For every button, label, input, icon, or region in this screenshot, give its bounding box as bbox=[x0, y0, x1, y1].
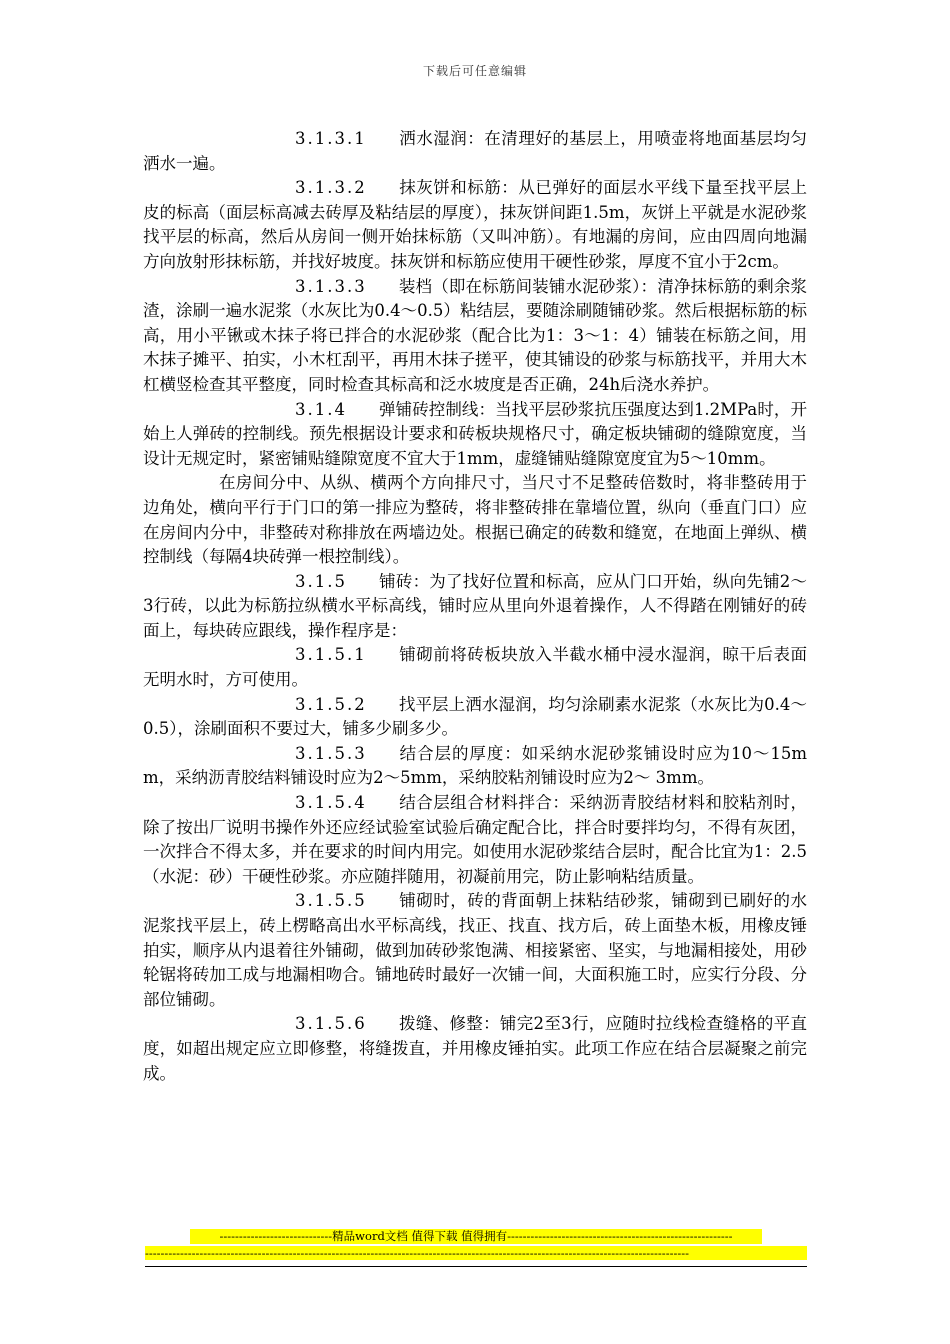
footer-rule bbox=[145, 1266, 807, 1267]
footer-dashes: -------------------------------------------------------------------------------------------------------------------------------------------- bbox=[145, 1246, 807, 1260]
section-number: 3.1.5.5 bbox=[295, 891, 367, 911]
section-number: 3.1.3.3 bbox=[295, 276, 367, 296]
paragraph bbox=[143, 742, 807, 791]
paragraph bbox=[143, 176, 807, 274]
page-footer bbox=[145, 1229, 807, 1267]
section-number: 3.1.5.6 bbox=[295, 1014, 367, 1034]
paragraph-text: 结合层组合材料拌合：采纳沥青胶结材料和胶粘剂时，除了按出厂说明书操作外还应经试验室试验后确定配合比，拌合时要拌均匀，不得有灰团，一次拌合不得太多，并在要求的时间内用完。如使用水泥砂浆结合层时，配合比宜为1：2.5（水泥：砂）干硬性砂浆。亦应随拌随用，初凝前用完，防止影响粘结质量。 bbox=[143, 793, 807, 886]
page-header: 下载后可任意编辑 bbox=[422, 64, 527, 78]
paragraph-text: 找平层上洒水湿润，均匀涂刷素水泥浆（水灰比为0.4～0.5），涂刷面积不要过大，铺多少刷多少。 bbox=[143, 694, 807, 739]
paragraph-text: 在房间分中、从纵、横两个方向排尺寸，当尺寸不足整砖倍数时，将非整砖用于边角处，横向平行于门口的第一排应为整砖，将非整砖排在靠墙位置，纵向（垂直门口）应在房间内分中，非整砖对称排放在两墙边处。根据已确定的砖数和缝宽，在地面上弹纵、横控制线（每隔4块砖弹一根控制线）。 bbox=[143, 473, 807, 567]
section-number: 3.1.5 bbox=[295, 571, 347, 591]
section-number: 3.1.5.3 bbox=[295, 743, 367, 763]
paragraph-text: 铺砌前将砖板块放入半截水桶中浸水湿润，晾干后表面无明水时，方可使用。 bbox=[143, 645, 807, 690]
paragraph-text: 铺砖：为了找好位置和标高，应从门口开始，纵向先铺2～3行砖，以此为标筋拉纵横水平标高线，铺时应从里向外退着操作，人不得踏在刚铺好的砖面上，每块砖应跟线，操作程序是： bbox=[143, 571, 807, 640]
section-number: 3.1.5.4 bbox=[295, 793, 367, 813]
paragraph bbox=[143, 127, 807, 176]
paragraph bbox=[143, 791, 807, 889]
paragraph bbox=[143, 471, 807, 569]
paragraph-text: 洒水湿润：在清理好的基层上，用喷壶将地面基层均匀洒水一遍。 bbox=[143, 129, 807, 173]
document-body bbox=[143, 127, 807, 1086]
paragraph-text: 拨缝、修整：铺完2至3行，应随时拉线检查缝格的平直度，如超出规定应立即修整，将缝拨直，并用橡皮锤拍实。此项工作应在结合层凝聚之前完成。 bbox=[143, 1014, 807, 1083]
footer-banner: -----------------------------精品word文档 值得下载 值得拥有---------------------------------------------------------- bbox=[190, 1229, 762, 1244]
paragraph-text: 结合层的厚度：如采纳水泥砂浆铺设时应为10～15mm，采纳沥青胶结料铺设时应为2～5mm，采纳胶粘剂铺设时应为2～ 3mm。 bbox=[143, 743, 807, 788]
section-number: 3.1.3.1 bbox=[295, 129, 367, 148]
paragraph bbox=[143, 643, 807, 692]
section-number: 3.1.3.2 bbox=[295, 178, 367, 198]
paragraph bbox=[143, 693, 807, 742]
paragraph-text: 弹铺砖控制线：当找平层砂浆抗压强度达到1.2MPa时，开始上人弹砖的控制线。预先根据设计要求和砖板块规格尺寸，确定板块铺砌的缝隙宽度，当设计无规定时，紧密铺贴缝隙宽度不宜大于1mm，虚缝铺贴缝隙宽度宜为5～10mm。 bbox=[143, 399, 807, 468]
section-number: 3.1.5.2 bbox=[295, 694, 367, 714]
paragraph bbox=[143, 398, 807, 472]
paragraph bbox=[143, 570, 807, 644]
paragraph bbox=[143, 889, 807, 1012]
section-number: 3.1.5.1 bbox=[295, 645, 367, 665]
section-number: 3.1.4 bbox=[295, 399, 347, 419]
paragraph-text: 抹灰饼和标筋：从已弹好的面层水平线下量至找平层上皮的标高（面层标高减去砖厚及粘结层的厚度），抹灰饼间距1.5m，灰饼上平就是水泥砂浆找平层的标高，然后从房间一侧开始抹标筋（又叫冲筋）。有地漏的房间，应由四周向地漏方向放射形抹标筋，并找好坡度。抹灰饼和标筋应使用干硬性砂浆，厚度不宜小于2cm。 bbox=[143, 178, 807, 271]
paragraph bbox=[143, 275, 807, 398]
paragraph-text: 装档（即在标筋间装铺水泥砂浆）：清净抹标筋的剩余浆渣，涂刷一遍水泥浆（水灰比为0.4～0.5）粘结层，要随涂刷随铺砂浆。然后根据标筋的标高，用小平锹或木抹子将已拌合的水泥砂浆（配合比为1：3～1：4）铺装在标筋之间，用木抹子摊平、拍实，小木杠刮平，再用木抹子搓平，使其铺设的砂浆与标筋找平，并用大木杠横竖检查其平整度，同时检查其标高和泛水坡度是否正确，24h后浇水养护。 bbox=[143, 276, 807, 394]
paragraph-text: 铺砌时，砖的背面朝上抹粘结砂浆，铺砌到已刷好的水泥浆找平层上，砖上楞略高出水平标高线，找正、找直、找方后，砖上面垫木板，用橡皮锤拍实，顺序从内退着往外铺砌，做到加砖砂浆饱满、相接紧密、坚实，与地漏相接处，用砂轮锯将砖加工成与地漏相吻合。铺地砖时最好一次铺一间，大面积施工时，应实行分段、分部位铺砌。 bbox=[143, 891, 807, 1009]
paragraph bbox=[143, 1012, 807, 1086]
